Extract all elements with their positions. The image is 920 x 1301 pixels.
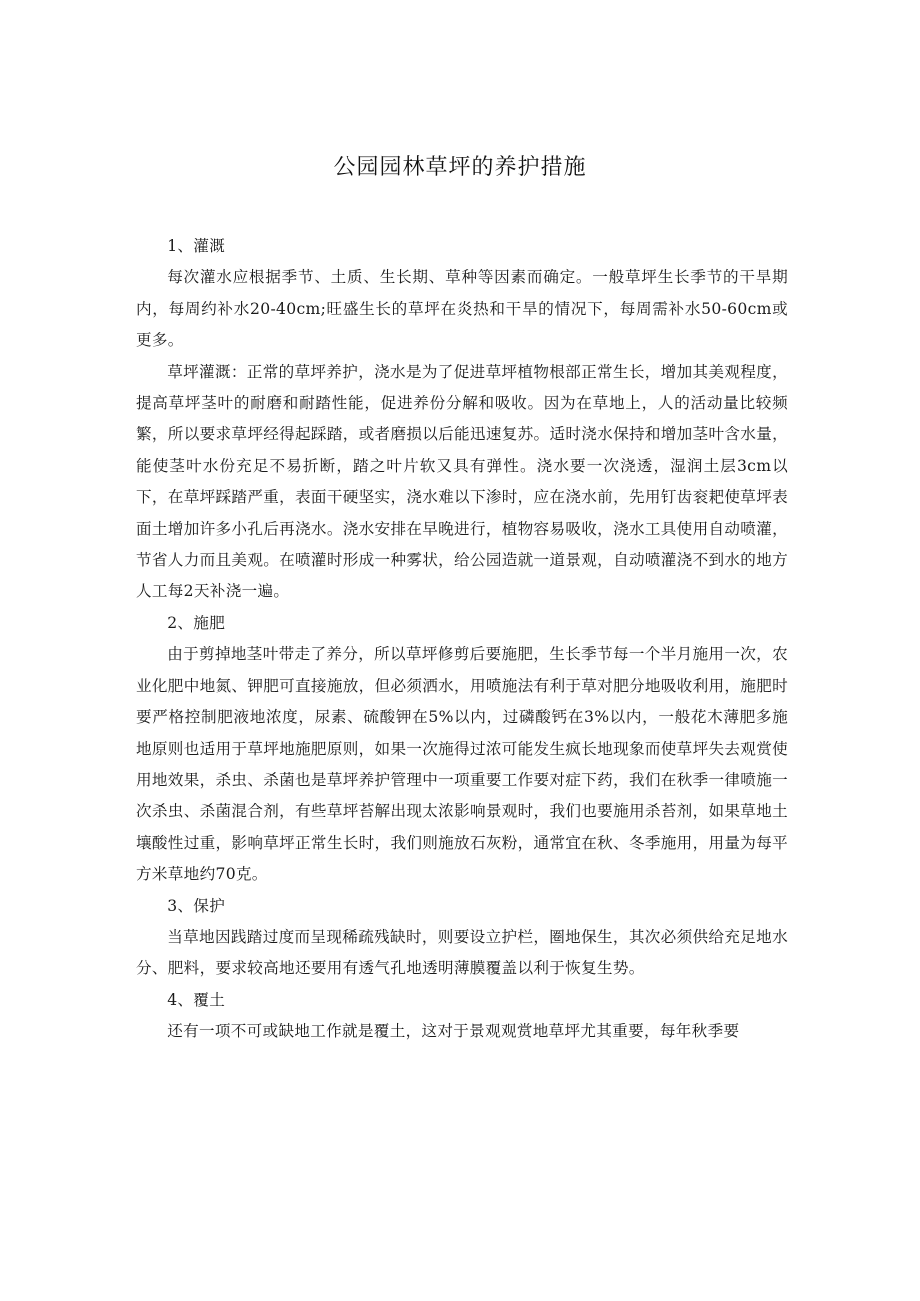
document-body — [136, 231, 788, 1048]
paragraph: 当草地因践踏过度而呈现稀疏残缺时，则要设立护栏，圈地保生，其次必须供给充足地水分、肥料，要求较高地还要用有透气孔地透明薄膜覆盖以利于恢复生势。 — [136, 927, 788, 978]
paragraph: 由于剪掉地茎叶带走了养分，所以草坪修剪后要施肥，生长季节每一个半月施用一次，农业化肥中地氮、钾肥可直接施放，但必须洒水，用喷施法有利于草对肥分地吸收利用，施肥时要严格控制肥液地浓度，尿素、硫酸钾在5%以内，过磷酸钙在3%以内，一般花木薄肥多施地原则也适用于草坪地施肥原则，如果一次施得过浓可能发生疯长地现象而使草坪失去观赏使用地效果，杀虫、杀菌也是草坪养护管理中一项重要工作要对症下药，我们在秋季一律喷施一次杀虫、杀菌混合剂，有些草坪苔解出现太浓影响景观时，我们也要施用杀苔剂，如果草地土壤酸性过重，影响草坪正常生长时，我们则施放石灰粉，通常宜在秋、冬季施用，用量为每平方米草地约70克。 — [136, 645, 788, 884]
paragraph: 还有一项不可或缺地工作就是覆土，这对于景观观赏地草坪尤其重要，每年秋季要 — [167, 1022, 740, 1041]
paragraph: 草坪灌溉：正常的草坪养护，浇水是为了促进草坪植物根部正常生长，增加其美观程度，提高草坪茎叶的耐磨和耐踏性能，促进养份分解和吸收。因为在草地上，人的活动量比较频繁，所以要求草坪经得起踩踏，或者磨损以后能迅速复苏。适时浇水保持和增加茎叶含水量，能使茎叶水份充足不易折断，踏之叶片软又具有弹性。浇水要一次浇透，湿润土层3cm以下，在草坪踩踏严重，表面干硬坚实，浇水难以下渗时，应在浇水前，先用钉齿衮耙使草坪表面土增加许多小孔后再浇水。浇水安排在早晚进行，植物容易吸收，浇水工具使用自动喷灌，节省人力而且美观。在喷灌时形成一种雾状，给公园造就一道景观，自动喷灌浇不到水的地方人工每2天补浇一遍。 — [136, 362, 788, 601]
section-heading: 1、灌溉 — [167, 237, 226, 255]
document-title: 公园园林草坪的养护措施 — [333, 155, 587, 180]
section-heading: 2、施肥 — [167, 613, 226, 632]
paragraph: 每次灌水应根据季节、土质、生长期、草种等因素而确定。一般草坪生长季节的干旱期内，每周约补水20-40cm;旺盛生长的草坪在炎热和干旱的情况下，每周需补水50-60cm或更多。 — [136, 268, 788, 350]
section-heading: 3、保护 — [167, 896, 226, 915]
section-heading: 4、覆土 — [167, 990, 226, 1009]
